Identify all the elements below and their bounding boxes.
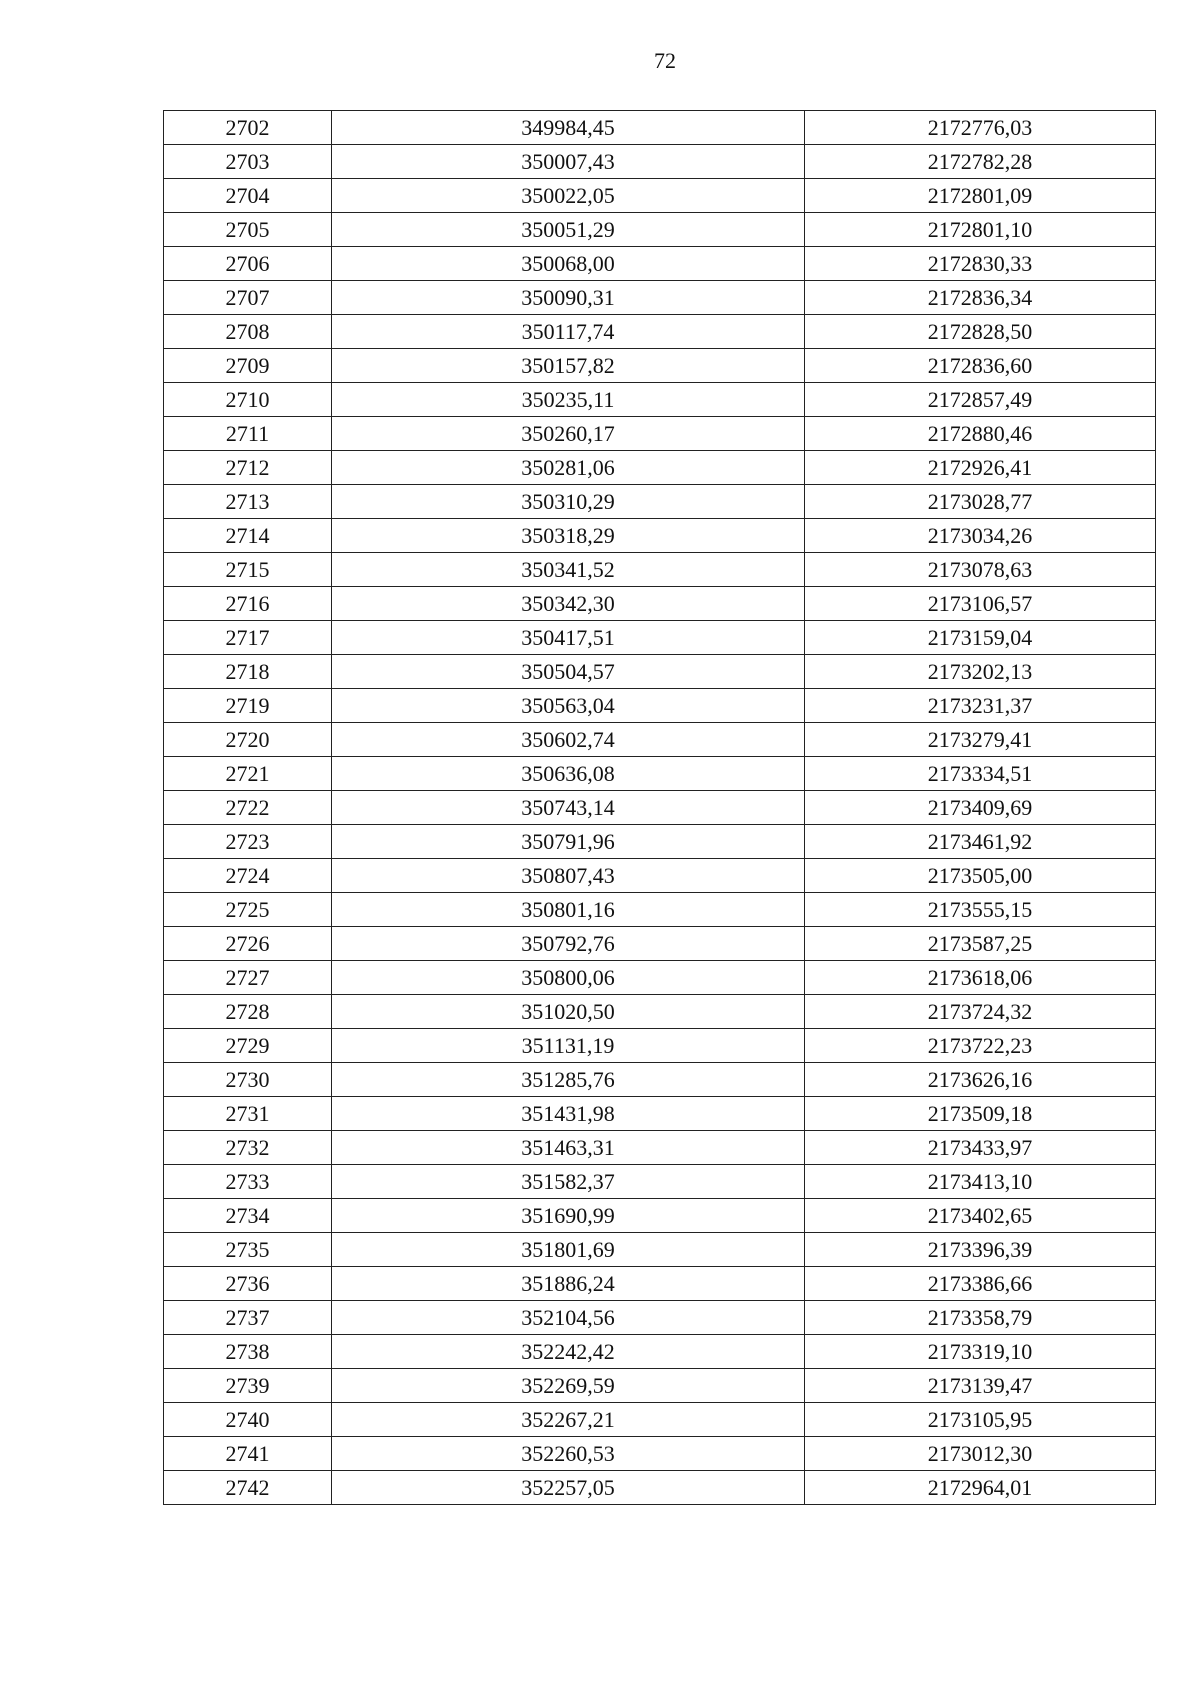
coordinates-table xyxy=(163,110,1156,1505)
point-number-cell: 2716 xyxy=(164,587,332,621)
x-coordinate-cell: 352260,53 xyxy=(332,1437,805,1471)
y-coordinate-cell: 2172836,60 xyxy=(805,349,1156,383)
table-row xyxy=(164,349,1156,383)
table-row xyxy=(164,519,1156,553)
y-coordinate-cell: 2173555,15 xyxy=(805,893,1156,927)
x-coordinate-cell: 350235,11 xyxy=(332,383,805,417)
y-coordinate-cell: 2173626,16 xyxy=(805,1063,1156,1097)
x-coordinate-cell: 352242,42 xyxy=(332,1335,805,1369)
table-row xyxy=(164,757,1156,791)
y-coordinate-cell: 2172857,49 xyxy=(805,383,1156,417)
y-coordinate-cell: 2173396,39 xyxy=(805,1233,1156,1267)
x-coordinate-cell: 349984,45 xyxy=(332,111,805,145)
table-row xyxy=(164,587,1156,621)
y-coordinate-cell: 2173319,10 xyxy=(805,1335,1156,1369)
point-number-cell: 2728 xyxy=(164,995,332,1029)
x-coordinate-cell: 350117,74 xyxy=(332,315,805,349)
table-row xyxy=(164,1403,1156,1437)
table-body xyxy=(164,111,1156,1505)
y-coordinate-cell: 2173509,18 xyxy=(805,1097,1156,1131)
y-coordinate-cell: 2173461,92 xyxy=(805,825,1156,859)
table-row xyxy=(164,1267,1156,1301)
page-number: 72 xyxy=(654,48,676,73)
table-row xyxy=(164,655,1156,689)
y-coordinate-cell: 2172776,03 xyxy=(805,111,1156,145)
y-coordinate-cell: 2172880,46 xyxy=(805,417,1156,451)
y-coordinate-cell: 2172926,41 xyxy=(805,451,1156,485)
table-row xyxy=(164,689,1156,723)
table-row xyxy=(164,1471,1156,1505)
point-number-cell: 2723 xyxy=(164,825,332,859)
table-row xyxy=(164,553,1156,587)
x-coordinate-cell: 351582,37 xyxy=(332,1165,805,1199)
y-coordinate-cell: 2173433,97 xyxy=(805,1131,1156,1165)
point-number-cell: 2725 xyxy=(164,893,332,927)
y-coordinate-cell: 2173409,69 xyxy=(805,791,1156,825)
table-row xyxy=(164,1199,1156,1233)
y-coordinate-cell: 2173034,26 xyxy=(805,519,1156,553)
table-row xyxy=(164,995,1156,1029)
y-coordinate-cell: 2172782,28 xyxy=(805,145,1156,179)
point-number-cell: 2734 xyxy=(164,1199,332,1233)
point-number-cell: 2714 xyxy=(164,519,332,553)
table-row xyxy=(164,825,1156,859)
table-row xyxy=(164,145,1156,179)
y-coordinate-cell: 2173334,51 xyxy=(805,757,1156,791)
x-coordinate-cell: 350007,43 xyxy=(332,145,805,179)
y-coordinate-cell: 2173105,95 xyxy=(805,1403,1156,1437)
y-coordinate-cell: 2173279,41 xyxy=(805,723,1156,757)
x-coordinate-cell: 350636,08 xyxy=(332,757,805,791)
y-coordinate-cell: 2173618,06 xyxy=(805,961,1156,995)
y-coordinate-cell: 2172836,34 xyxy=(805,281,1156,315)
x-coordinate-cell: 350801,16 xyxy=(332,893,805,927)
y-coordinate-cell: 2173505,00 xyxy=(805,859,1156,893)
y-coordinate-cell: 2172801,10 xyxy=(805,213,1156,247)
table-row xyxy=(164,1369,1156,1403)
x-coordinate-cell: 350743,14 xyxy=(332,791,805,825)
x-coordinate-cell: 350342,30 xyxy=(332,587,805,621)
y-coordinate-cell: 2173202,13 xyxy=(805,655,1156,689)
x-coordinate-cell: 350807,43 xyxy=(332,859,805,893)
table-row xyxy=(164,315,1156,349)
y-coordinate-cell: 2173078,63 xyxy=(805,553,1156,587)
x-coordinate-cell: 350602,74 xyxy=(332,723,805,757)
table-row xyxy=(164,1233,1156,1267)
y-coordinate-cell: 2173012,30 xyxy=(805,1437,1156,1471)
x-coordinate-cell: 350090,31 xyxy=(332,281,805,315)
point-number-cell: 2713 xyxy=(164,485,332,519)
point-number-cell: 2740 xyxy=(164,1403,332,1437)
table-row xyxy=(164,383,1156,417)
y-coordinate-cell: 2172801,09 xyxy=(805,179,1156,213)
table-row xyxy=(164,1131,1156,1165)
table-row xyxy=(164,417,1156,451)
y-coordinate-cell: 2173159,04 xyxy=(805,621,1156,655)
point-number-cell: 2706 xyxy=(164,247,332,281)
x-coordinate-cell: 351886,24 xyxy=(332,1267,805,1301)
point-number-cell: 2738 xyxy=(164,1335,332,1369)
table-row xyxy=(164,859,1156,893)
point-number-cell: 2735 xyxy=(164,1233,332,1267)
x-coordinate-cell: 350157,82 xyxy=(332,349,805,383)
x-coordinate-cell: 350068,00 xyxy=(332,247,805,281)
y-coordinate-cell: 2173724,32 xyxy=(805,995,1156,1029)
y-coordinate-cell: 2173722,23 xyxy=(805,1029,1156,1063)
point-number-cell: 2718 xyxy=(164,655,332,689)
x-coordinate-cell: 350341,52 xyxy=(332,553,805,587)
x-coordinate-cell: 350504,57 xyxy=(332,655,805,689)
y-coordinate-cell: 2173231,37 xyxy=(805,689,1156,723)
point-number-cell: 2707 xyxy=(164,281,332,315)
y-coordinate-cell: 2172964,01 xyxy=(805,1471,1156,1505)
point-number-cell: 2715 xyxy=(164,553,332,587)
x-coordinate-cell: 352269,59 xyxy=(332,1369,805,1403)
point-number-cell: 2732 xyxy=(164,1131,332,1165)
point-number-cell: 2730 xyxy=(164,1063,332,1097)
table-row xyxy=(164,791,1156,825)
x-coordinate-cell: 350791,96 xyxy=(332,825,805,859)
table-row xyxy=(164,1301,1156,1335)
point-number-cell: 2726 xyxy=(164,927,332,961)
table-row xyxy=(164,281,1156,315)
y-coordinate-cell: 2173386,66 xyxy=(805,1267,1156,1301)
x-coordinate-cell: 351285,76 xyxy=(332,1063,805,1097)
point-number-cell: 2703 xyxy=(164,145,332,179)
table-row xyxy=(164,1165,1156,1199)
point-number-cell: 2729 xyxy=(164,1029,332,1063)
x-coordinate-cell: 350800,06 xyxy=(332,961,805,995)
table-row xyxy=(164,451,1156,485)
point-number-cell: 2721 xyxy=(164,757,332,791)
x-coordinate-cell: 350281,06 xyxy=(332,451,805,485)
point-number-cell: 2719 xyxy=(164,689,332,723)
point-number-cell: 2708 xyxy=(164,315,332,349)
table-row xyxy=(164,723,1156,757)
point-number-cell: 2710 xyxy=(164,383,332,417)
table-row xyxy=(164,485,1156,519)
point-number-cell: 2727 xyxy=(164,961,332,995)
point-number-cell: 2736 xyxy=(164,1267,332,1301)
x-coordinate-cell: 350310,29 xyxy=(332,485,805,519)
x-coordinate-cell: 351431,98 xyxy=(332,1097,805,1131)
table-row xyxy=(164,1063,1156,1097)
table-row xyxy=(164,893,1156,927)
table-row xyxy=(164,1437,1156,1471)
point-number-cell: 2712 xyxy=(164,451,332,485)
x-coordinate-cell: 350051,29 xyxy=(332,213,805,247)
x-coordinate-cell: 350563,04 xyxy=(332,689,805,723)
x-coordinate-cell: 352104,56 xyxy=(332,1301,805,1335)
y-coordinate-cell: 2173106,57 xyxy=(805,587,1156,621)
point-number-cell: 2722 xyxy=(164,791,332,825)
point-number-cell: 2717 xyxy=(164,621,332,655)
x-coordinate-cell: 350318,29 xyxy=(332,519,805,553)
y-coordinate-cell: 2173587,25 xyxy=(805,927,1156,961)
table-row xyxy=(164,247,1156,281)
x-coordinate-cell: 350792,76 xyxy=(332,927,805,961)
point-number-cell: 2731 xyxy=(164,1097,332,1131)
table-row xyxy=(164,1029,1156,1063)
table-row xyxy=(164,1097,1156,1131)
x-coordinate-cell: 351463,31 xyxy=(332,1131,805,1165)
table-row xyxy=(164,111,1156,145)
table-row xyxy=(164,213,1156,247)
point-number-cell: 2739 xyxy=(164,1369,332,1403)
table-row xyxy=(164,961,1156,995)
y-coordinate-cell: 2172830,33 xyxy=(805,247,1156,281)
point-number-cell: 2704 xyxy=(164,179,332,213)
table-row xyxy=(164,621,1156,655)
point-number-cell: 2724 xyxy=(164,859,332,893)
point-number-cell: 2709 xyxy=(164,349,332,383)
point-number-cell: 2733 xyxy=(164,1165,332,1199)
table-row xyxy=(164,1335,1156,1369)
x-coordinate-cell: 350417,51 xyxy=(332,621,805,655)
y-coordinate-cell: 2173358,79 xyxy=(805,1301,1156,1335)
x-coordinate-cell: 352267,21 xyxy=(332,1403,805,1437)
x-coordinate-cell: 352257,05 xyxy=(332,1471,805,1505)
x-coordinate-cell: 351801,69 xyxy=(332,1233,805,1267)
point-number-cell: 2705 xyxy=(164,213,332,247)
point-number-cell: 2737 xyxy=(164,1301,332,1335)
table-row xyxy=(164,927,1156,961)
x-coordinate-cell: 351020,50 xyxy=(332,995,805,1029)
y-coordinate-cell: 2173139,47 xyxy=(805,1369,1156,1403)
x-coordinate-cell: 350260,17 xyxy=(332,417,805,451)
table-row xyxy=(164,179,1156,213)
point-number-cell: 2702 xyxy=(164,111,332,145)
y-coordinate-cell: 2173028,77 xyxy=(805,485,1156,519)
x-coordinate-cell: 351131,19 xyxy=(332,1029,805,1063)
point-number-cell: 2741 xyxy=(164,1437,332,1471)
x-coordinate-cell: 351690,99 xyxy=(332,1199,805,1233)
y-coordinate-cell: 2172828,50 xyxy=(805,315,1156,349)
y-coordinate-cell: 2173413,10 xyxy=(805,1165,1156,1199)
x-coordinate-cell: 350022,05 xyxy=(332,179,805,213)
y-coordinate-cell: 2173402,65 xyxy=(805,1199,1156,1233)
point-number-cell: 2742 xyxy=(164,1471,332,1505)
point-number-cell: 2720 xyxy=(164,723,332,757)
point-number-cell: 2711 xyxy=(164,417,332,451)
